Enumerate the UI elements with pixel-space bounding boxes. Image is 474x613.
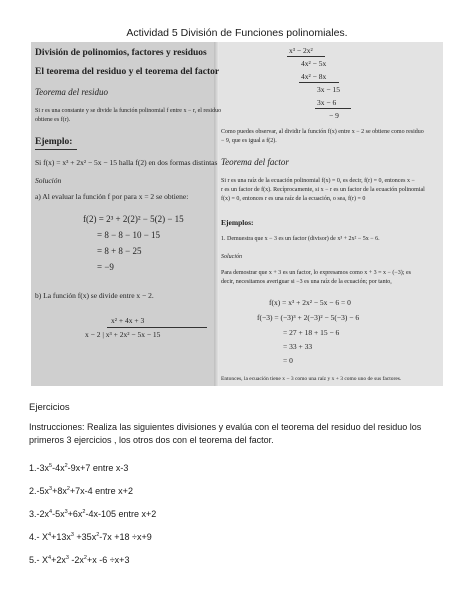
scan-subheading-factor: Teorema del factor [221, 157, 289, 167]
scan-heading-1: División de polinomios, factores y residuos [35, 48, 207, 58]
scan-solution-line-1: Para demostrar que x + 3 es un factor, lo expresamos como x + 3 = x − (−3); es [221, 270, 411, 276]
section-title: Ejercicios [29, 402, 70, 413]
exercise-3: $3.-2x^4-5x^3+6x^2-4x-105$ entre x+2 [29, 509, 157, 519]
scan-division-dividend: x − 2 | x³ + 2x² − 5x − 15 [85, 330, 161, 339]
scan-factor-line-3: f(x) = 0, entonces r es una raíz de la ecuación, o sea, f(r) = 0 [221, 196, 366, 202]
scan-eval-line-4: = −9 [97, 262, 114, 272]
scan-factor-line-2: r es un factor de f(x). Recíprocamente, si x − r es un factor de la ecuación polinomial [221, 187, 425, 193]
scan-statement-line-1: Si r es una constante y se divide la función polinomial f entre x − r, el residuo [35, 108, 222, 114]
scan-eq-line-5: = 0 [283, 356, 293, 365]
scan-conclusion: Entonces, la ecuación tiene x − 3 como una raíz y x + 3 como uno de sus factores. [221, 376, 402, 382]
scan-solution-line-2: decir, necesitamos averiguar si −3 es una raíz de la ecuación; por tanto, [221, 279, 392, 285]
scan-example-factor-1: 1. Demuestra que x − 3 es un factor (divisor) de x³ + 2x² − 5x − 6. [221, 236, 380, 242]
scan-eq-line-1: f(x) = x³ + 2x² − 5x − 6 = 0 [269, 298, 351, 307]
exercise-4: 4.- $X^4+13x^3 +35x^2-7x +18 \div x+9$ [29, 532, 152, 542]
scan-factor-line-1: Si r es una raíz de la ecuación polinomial f(x) = 0, es decir, f(r) = 0, entonces x − [221, 178, 415, 184]
scan-ejemplos-label: Ejemplos: [221, 218, 254, 227]
scan-subheading-residuo: Teorema del residuo [35, 87, 108, 97]
scan-rdiv-6: − 9 [329, 111, 339, 120]
scan-rdiv-3: 4x² − 8x [301, 72, 327, 81]
exercise-5: 5.- $X^4+2x^3$ $-2x^2+x$ -6 ÷x+3 [29, 555, 130, 565]
scanned-textbook-image [31, 42, 443, 386]
scan-solucion-label-2: Solución [221, 254, 242, 260]
scan-solucion-label: Solución [35, 176, 62, 185]
page-title: Actividad 5 División de Funciones polinomiales. [126, 27, 348, 39]
scan-eval-line-1: f(2) = 2³ + 2(2)² − 5(2) − 15 [83, 214, 184, 224]
scan-remainder-text-1: Como puedes observar, al dividir la función f(x) entre x − 2 se obtiene como residuo [221, 129, 424, 135]
instructions: Instrucciones: Realiza las siguientes divisiones y evalúa con el teorema del residuo del residuo los primeros 3 ejercicios , los otros dos con el teorema del factor. [29, 422, 422, 445]
scan-rdiv-1: x³ − 2x² [289, 46, 313, 55]
scan-eval-line-3: = 8 + 8 − 25 [97, 246, 142, 256]
scan-heading-2: El teorema del residuo y el teorema del factor [35, 67, 220, 77]
scan-eq-line-3: = 27 + 18 + 15 − 6 [283, 328, 340, 337]
exercise-2: $2.-5x^3+8x^2+7x-4$ entre x+2 [29, 486, 133, 496]
scan-rdiv-2: 4x² − 5x [301, 59, 327, 68]
scan-eval-line-2: = 8 − 8 − 10 − 15 [97, 230, 161, 240]
scan-statement-line-2: obtiene es f(r). [35, 117, 71, 123]
scan-division-quotient: x² + 4x + 3 [111, 316, 145, 325]
scan-ejemplo-label: Ejemplo: [35, 137, 73, 147]
scan-part-b: b) La función f(x) se divide entre x − 2. [35, 291, 154, 300]
exercise-1: $1.-3x^5-4x^2-9x+7$ entre x-3 [29, 463, 129, 473]
scan-eq-line-2: f(−3) = (−3)³ + 2(−3)² − 5(−3) − 6 [257, 313, 360, 322]
scan-part-a: a) Al evaluar la función f por para x = 2 se obtiene: [35, 192, 189, 201]
scan-example-1: Si f(x) = x³ + 2x² − 5x − 15 halla f(2) en dos formas distintas [35, 158, 218, 167]
scan-eq-line-4: = 33 + 33 [283, 342, 313, 351]
scan-rdiv-5: 3x − 6 [317, 98, 337, 107]
scan-remainder-text-2: − 9, que es igual a f(2). [221, 138, 277, 144]
scan-rdiv-4: 3x − 15 [317, 85, 340, 94]
